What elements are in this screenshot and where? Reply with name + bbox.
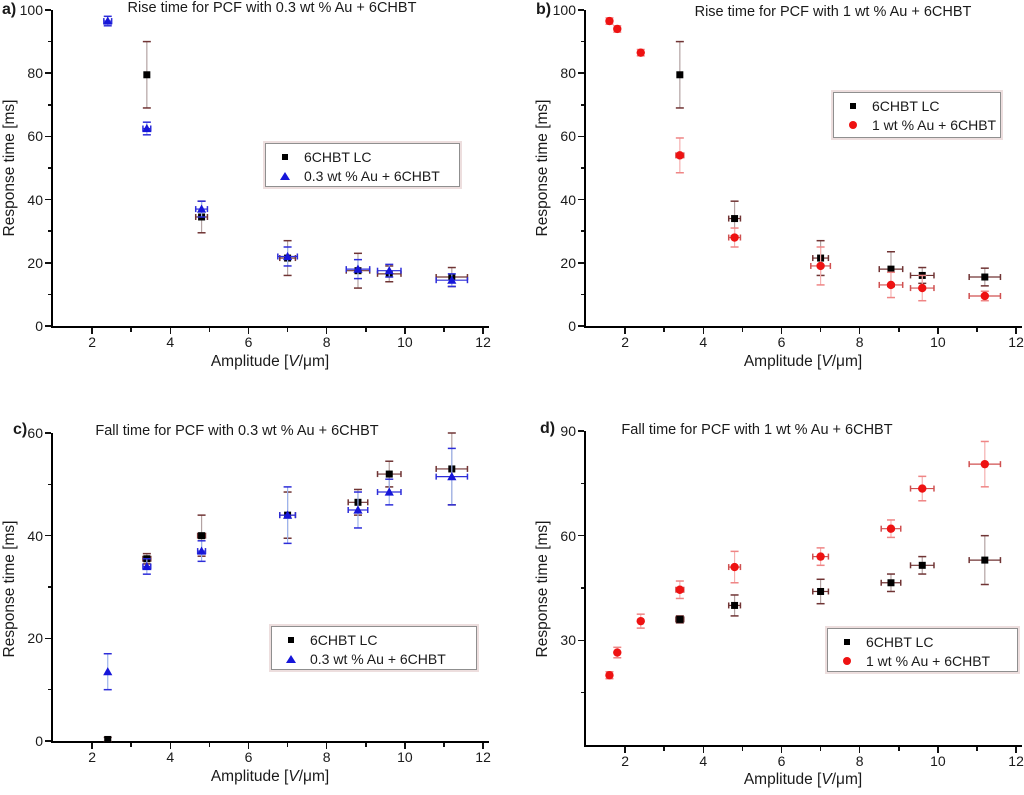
x-tick-label: 8 xyxy=(855,334,864,350)
data-point-marker xyxy=(198,532,205,539)
x-minor-tick xyxy=(820,747,822,751)
x-major-tick xyxy=(937,328,939,334)
y-major-tick xyxy=(45,740,51,742)
data-point-marker xyxy=(197,204,206,212)
y-major-tick xyxy=(578,325,584,327)
legend-marker-square xyxy=(282,154,288,160)
y-major-tick xyxy=(578,136,584,138)
x-major-tick xyxy=(781,328,783,334)
legend-label: 6CHBT LC xyxy=(304,148,372,165)
x-axis-label: Amplitude [V/μm] xyxy=(743,771,863,788)
x-tick-label: 2 xyxy=(621,753,629,769)
y-minor-tick xyxy=(48,586,52,588)
data-point-marker xyxy=(817,255,824,262)
x-major-tick xyxy=(482,328,484,334)
legend-marker-circle xyxy=(843,657,851,665)
x-tick-label: 4 xyxy=(166,749,175,765)
x-tick-label: 6 xyxy=(777,753,786,769)
y-minor-tick xyxy=(581,483,585,485)
legend-marker-circle xyxy=(849,121,857,129)
data-point-marker xyxy=(605,671,613,679)
y-tick-label: 0 xyxy=(568,318,576,334)
y-axis-label: Response time [ms] xyxy=(1,99,18,237)
x-major-tick xyxy=(170,743,172,749)
x-major-tick xyxy=(937,747,939,753)
data-point-marker xyxy=(353,505,362,513)
data-layer xyxy=(586,431,1020,745)
x-minor-tick xyxy=(443,743,445,747)
data-point-marker xyxy=(981,557,988,564)
data-point-marker xyxy=(385,487,394,495)
y-tick-label: 80 xyxy=(27,65,43,82)
x-axis-line xyxy=(584,326,1022,328)
x-major-tick xyxy=(248,743,250,749)
x-minor-tick xyxy=(130,743,132,747)
y-axis-label: Response time [ms] xyxy=(1,520,18,658)
x-tick-label: 2 xyxy=(88,334,96,350)
legend-marker xyxy=(272,637,310,643)
data-point-marker xyxy=(354,267,361,274)
legend-entry xyxy=(834,115,1000,134)
data-point-marker xyxy=(981,292,989,300)
x-tick-label: 12 xyxy=(1008,753,1024,769)
x-major-tick xyxy=(859,328,861,334)
x-major-tick xyxy=(859,747,861,753)
y-minor-tick xyxy=(581,104,585,106)
x-minor-tick xyxy=(209,328,211,332)
x-major-tick xyxy=(624,328,626,334)
y-tick-label: 20 xyxy=(27,630,43,647)
y-tick-label: 0 xyxy=(35,318,43,334)
data-point-marker xyxy=(637,617,645,625)
y-tick-label: 40 xyxy=(27,527,43,544)
x-major-tick xyxy=(703,328,705,334)
chart-title: Fall time for PCF with 1 wt % Au + 6CHBT xyxy=(621,422,893,438)
data-point-marker xyxy=(816,552,824,560)
data-point-marker xyxy=(283,511,292,519)
x-axis-line xyxy=(584,745,1022,747)
legend-entry xyxy=(828,651,1017,670)
x-minor-tick xyxy=(663,747,665,751)
panel-letter: b) xyxy=(536,1,552,18)
y-minor-tick xyxy=(581,41,585,43)
data-point-marker xyxy=(448,274,455,281)
data-point-marker xyxy=(676,586,684,594)
chart-title: Rise time for PCF with 0.3 wt % Au + 6CHBT xyxy=(127,0,417,16)
legend-marker xyxy=(272,655,310,663)
data-point-marker xyxy=(731,215,738,222)
y-tick-label: 30 xyxy=(560,632,576,649)
legend-marker xyxy=(834,121,872,129)
chart-title: Fall time for PCF with 0.3 wt % Au + 6CHBT xyxy=(95,423,379,439)
legend-label: 0.3 wt % Au + 6CHBT xyxy=(310,650,446,667)
data-point-marker xyxy=(676,151,684,159)
data-point-marker xyxy=(142,124,151,132)
y-tick-label: 20 xyxy=(27,254,43,271)
data-point-marker xyxy=(143,555,150,562)
data-point-marker xyxy=(613,648,621,656)
legend-marker-square xyxy=(844,639,850,645)
x-minor-tick xyxy=(898,747,900,751)
x-minor-tick xyxy=(742,747,744,751)
y-major-tick xyxy=(578,262,584,264)
data-point-marker xyxy=(198,213,205,220)
data-point-marker xyxy=(104,736,111,743)
x-tick-label: 4 xyxy=(166,334,175,350)
data-point-marker xyxy=(887,524,895,532)
data-point-marker xyxy=(637,48,645,56)
x-tick-label: 6 xyxy=(244,334,253,350)
x-tick-label: 8 xyxy=(855,753,864,769)
data-point-marker xyxy=(731,602,738,609)
x-tick-label: 2 xyxy=(621,334,629,350)
x-tick-label: 4 xyxy=(699,753,708,769)
y-tick-label: 90 xyxy=(560,423,576,439)
data-point-marker xyxy=(448,465,455,472)
x-major-tick xyxy=(781,747,783,753)
x-major-tick xyxy=(404,743,406,749)
y-tick-label: 0 xyxy=(35,733,43,749)
legend-marker-triangle xyxy=(280,172,290,180)
y-major-tick xyxy=(578,430,584,432)
data-point-marker xyxy=(143,71,150,78)
y-minor-tick xyxy=(48,689,52,691)
data-point-marker xyxy=(919,562,926,569)
x-major-tick xyxy=(624,747,626,753)
x-major-tick xyxy=(326,328,328,334)
y-tick-label: 100 xyxy=(19,2,43,18)
x-major-tick xyxy=(91,328,93,334)
x-tick-label: 12 xyxy=(1008,334,1024,350)
x-minor-tick xyxy=(976,747,978,751)
legend-label: 1 wt % Au + 6CHBT xyxy=(866,652,991,669)
data-point-marker xyxy=(981,460,989,468)
x-tick-label: 10 xyxy=(930,334,946,350)
x-minor-tick xyxy=(443,328,445,332)
x-minor-tick xyxy=(287,328,289,332)
panel-letter: a) xyxy=(2,1,17,18)
y-major-tick xyxy=(45,136,51,138)
legend xyxy=(265,143,460,187)
y-major-tick xyxy=(45,325,51,327)
x-minor-tick xyxy=(287,743,289,747)
data-point-marker xyxy=(386,471,393,478)
x-tick-label: 12 xyxy=(475,749,491,765)
x-tick-label: 4 xyxy=(699,334,708,350)
chart-title: Rise time for PCF with 1 wt % Au + 6CHBT xyxy=(694,4,972,20)
y-tick-label: 60 xyxy=(27,425,43,441)
y-axis-line xyxy=(51,433,53,743)
data-point-marker xyxy=(918,284,926,292)
legend-entry xyxy=(272,649,476,668)
data-point-marker xyxy=(385,266,394,274)
y-axis-label: Response time [ms] xyxy=(534,520,551,658)
legend-marker-triangle xyxy=(286,655,296,663)
legend-marker xyxy=(266,172,304,180)
y-minor-tick xyxy=(48,41,52,43)
y-minor-tick xyxy=(48,104,52,106)
x-tick-label: 10 xyxy=(397,334,413,350)
y-minor-tick xyxy=(581,587,585,589)
legend-marker xyxy=(828,657,866,665)
y-major-tick xyxy=(45,9,51,11)
y-tick-label: 80 xyxy=(560,65,576,82)
data-point-marker xyxy=(919,272,926,279)
x-tick-label: 8 xyxy=(322,334,331,350)
legend-marker-square xyxy=(850,103,856,109)
x-minor-tick xyxy=(820,328,822,332)
x-minor-tick xyxy=(663,328,665,332)
y-major-tick xyxy=(45,535,51,537)
x-axis-label: Amplitude [V/μm] xyxy=(743,353,863,370)
y-major-tick xyxy=(45,262,51,264)
data-point-marker xyxy=(605,17,613,25)
legend-marker xyxy=(266,154,304,160)
data-point-marker xyxy=(730,233,738,241)
data-point-marker xyxy=(730,563,738,571)
x-axis-line xyxy=(51,326,489,328)
y-major-tick xyxy=(578,640,584,642)
y-tick-label: 60 xyxy=(560,527,576,544)
x-minor-tick xyxy=(365,743,367,747)
legend-label: 6CHBT LC xyxy=(872,97,940,114)
legend-label: 6CHBT LC xyxy=(310,631,378,648)
x-tick-label: 6 xyxy=(244,749,253,765)
panel-letter: c) xyxy=(13,421,28,438)
x-minor-tick xyxy=(130,328,132,332)
y-minor-tick xyxy=(48,294,52,296)
data-point-marker xyxy=(142,562,151,570)
x-major-tick xyxy=(170,328,172,334)
y-tick-label: 100 xyxy=(552,2,576,18)
y-minor-tick xyxy=(581,692,585,694)
x-tick-label: 2 xyxy=(88,749,96,765)
x-major-tick xyxy=(703,747,705,753)
x-major-tick xyxy=(326,743,328,749)
y-major-tick xyxy=(45,199,51,201)
data-point-marker xyxy=(816,262,824,270)
data-point-marker xyxy=(613,25,621,33)
x-minor-tick xyxy=(365,328,367,332)
x-major-tick xyxy=(482,743,484,749)
y-minor-tick xyxy=(48,230,52,232)
x-minor-tick xyxy=(209,743,211,747)
x-tick-label: 10 xyxy=(930,753,946,769)
x-axis-label: Amplitude [V/μm] xyxy=(210,353,330,370)
x-tick-label: 10 xyxy=(397,749,413,765)
y-axis-line xyxy=(584,431,586,747)
x-axis-line xyxy=(51,741,489,743)
y-axis-line xyxy=(51,10,53,328)
data-point-marker xyxy=(447,276,456,284)
x-major-tick xyxy=(1015,747,1017,753)
legend xyxy=(271,626,477,670)
data-layer xyxy=(53,10,487,326)
data-point-marker xyxy=(918,484,926,492)
x-major-tick xyxy=(404,328,406,334)
data-point-marker xyxy=(284,255,291,262)
data-point-marker xyxy=(283,252,292,260)
x-major-tick xyxy=(1015,328,1017,334)
y-major-tick xyxy=(45,72,51,74)
data-point-marker xyxy=(353,265,362,273)
x-minor-tick xyxy=(976,328,978,332)
legend-entry xyxy=(828,632,1017,651)
legend-entry xyxy=(272,630,476,649)
y-minor-tick xyxy=(48,167,52,169)
data-point-marker xyxy=(447,472,456,480)
legend-label: 0.3 wt % Au + 6CHBT xyxy=(304,167,440,184)
data-point-marker xyxy=(817,588,824,595)
legend-marker xyxy=(828,639,866,645)
legend-marker-square xyxy=(288,637,294,643)
panel-letter: d) xyxy=(540,420,556,437)
data-point-marker xyxy=(197,546,206,554)
legend-marker xyxy=(834,103,872,109)
x-tick-label: 6 xyxy=(777,334,786,350)
y-tick-label: 60 xyxy=(27,128,43,145)
data-point-marker xyxy=(887,579,894,586)
data-layer xyxy=(53,433,487,741)
data-point-marker xyxy=(103,667,112,675)
x-tick-label: 8 xyxy=(322,749,331,765)
y-axis-line xyxy=(584,10,586,328)
legend xyxy=(827,628,1018,672)
data-point-marker xyxy=(103,16,112,24)
x-major-tick xyxy=(91,743,93,749)
data-point-marker xyxy=(354,499,361,506)
y-major-tick xyxy=(578,72,584,74)
data-point-marker xyxy=(981,274,988,281)
data-point-marker xyxy=(887,266,894,273)
y-minor-tick xyxy=(581,294,585,296)
y-tick-label: 60 xyxy=(560,128,576,145)
y-tick-label: 40 xyxy=(27,191,43,208)
data-point-marker xyxy=(887,281,895,289)
x-tick-label: 12 xyxy=(475,334,491,350)
data-point-marker xyxy=(284,512,291,519)
y-minor-tick xyxy=(48,484,52,486)
y-minor-tick xyxy=(581,167,585,169)
data-layer xyxy=(586,10,1020,326)
legend-entry xyxy=(266,166,459,185)
data-point-marker xyxy=(676,71,683,78)
data-point-marker xyxy=(386,270,393,277)
y-major-tick xyxy=(45,638,51,640)
legend-label: 6CHBT LC xyxy=(866,633,934,650)
y-major-tick xyxy=(578,199,584,201)
legend xyxy=(833,92,1001,138)
y-major-tick xyxy=(578,9,584,11)
y-minor-tick xyxy=(581,230,585,232)
legend-entry xyxy=(266,147,459,166)
y-tick-label: 40 xyxy=(560,191,576,208)
x-axis-label: Amplitude [V/μm] xyxy=(210,768,330,785)
y-major-tick xyxy=(45,432,51,434)
x-minor-tick xyxy=(742,328,744,332)
x-minor-tick xyxy=(898,328,900,332)
data-point-marker xyxy=(676,616,683,623)
x-major-tick xyxy=(248,328,250,334)
legend-entry xyxy=(834,96,1000,115)
y-tick-label: 20 xyxy=(560,254,576,271)
y-major-tick xyxy=(578,535,584,537)
y-axis-label: Response time [ms] xyxy=(534,99,551,237)
legend-label: 1 wt % Au + 6CHBT xyxy=(872,116,997,133)
